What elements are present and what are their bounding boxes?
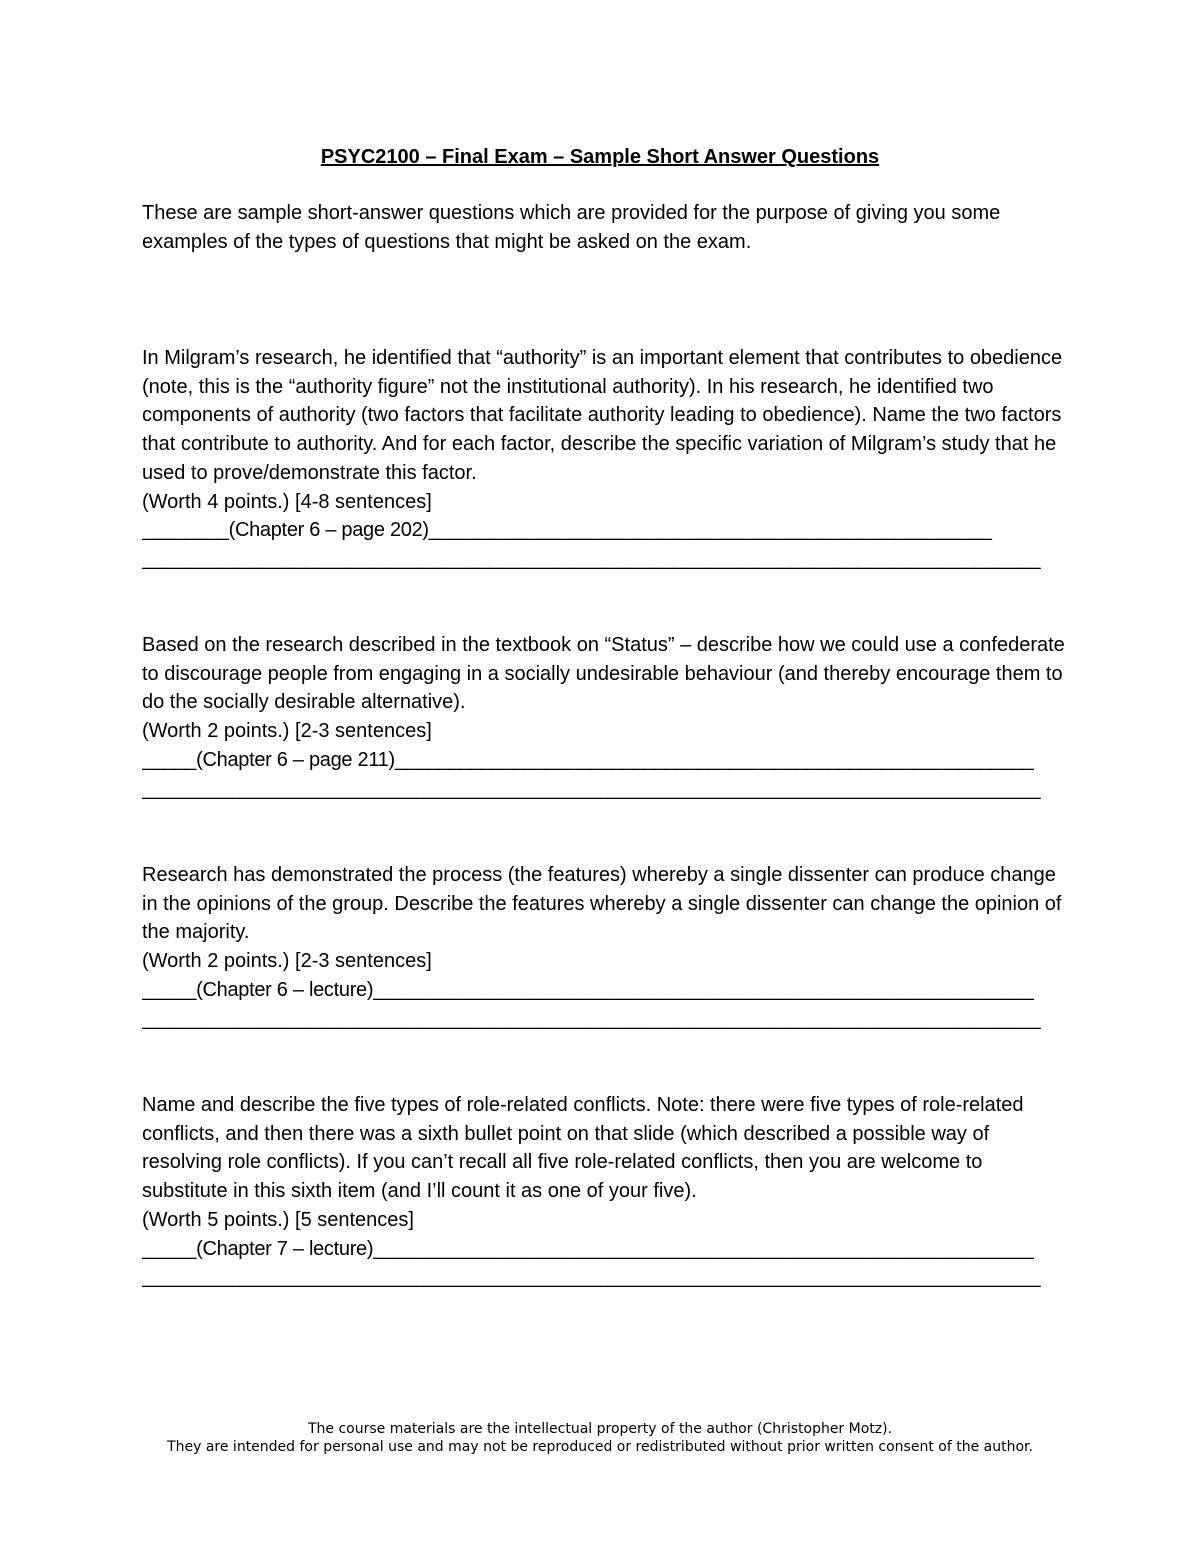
intro-paragraph: These are sample short-answer questions which are provided for the purpose of giving you some examples of the types of questions that might be asked on the exam.: [142, 202, 1001, 253]
answer-blank-line: ___________________________________________________________________________________: [142, 1007, 1041, 1030]
question-text: In Milgram’s research, he identified that “authority” is an important element that contributes to obedience (note, this is the “authority figure” not the institutional authority). In his research, he identified two components of authority (two factors that facilitate authority leading to obedience). Name the two factors that contribute to authority. And for each factor, describe the specific variation of Milgram’s study that he used to prove/demonstrate this factor.: [142, 347, 1063, 484]
question-text: Based on the research described in the textbook on “Status” – describe how we could use a confederate to discourage people from engaging in a socially undesirable behaviour (and thereby encourage them to do the socially desirable alternative).: [142, 634, 1065, 714]
answer-reference-line: _____(Chapter 6 – page 211)___________________________________________________________: [142, 748, 1034, 771]
footer-line-1: The course materials are the intellectual property of the author (Christopher Motz).: [307, 1421, 893, 1437]
page-title: PSYC2100 – Final Exam – Sample Short Answer Questions: [320, 146, 880, 168]
question-3: [142, 861, 1072, 1033]
question-1: [142, 344, 1072, 574]
question-4: [142, 1091, 1072, 1292]
answer-blank-line: ___________________________________________________________________________________: [142, 547, 1041, 570]
question-2: [142, 631, 1072, 803]
question-text: Research has demonstrated the process (the features) whereby a single dissenter can produce change in the opinions of the group. Describe the features whereby a single dissenter can change the opinion of the majority.: [142, 864, 1062, 944]
answer-reference-line: _____(Chapter 7 – lecture)_____________________________________________________________: [142, 1237, 1034, 1260]
footer-line-2: They are intended for personal use and may not be reproduced or redistributed without prior written consent of the author.: [167, 1439, 1033, 1455]
answer-reference-line: ________(Chapter 6 – page 202)____________________________________________________: [142, 519, 992, 542]
question-worth: (Worth 4 points.) [4-8 sentences]: [142, 490, 432, 513]
question-worth: (Worth 2 points.) [2-3 sentences]: [142, 950, 432, 973]
question-text: Name and describe the five types of role-related conflicts. Note: there were five types of role-related conflicts, and then there was a sixth bullet point on that slide (which described a possible way of resolving role conflicts). If you can’t recall all five role-related conflicts, then you are welcome to substitute in this sixth item (and I’ll count it as one of your five).: [142, 1094, 1024, 1203]
answer-blank-line: ___________________________________________________________________________________: [142, 1266, 1041, 1289]
answer-blank-line: ___________________________________________________________________________________: [142, 777, 1041, 800]
question-worth: (Worth 5 points.) [5 sentences]: [142, 1208, 414, 1231]
question-worth: (Worth 2 points.) [2-3 sentences]: [142, 720, 432, 743]
answer-reference-line: _____(Chapter 6 – lecture)_____________________________________________________________: [142, 978, 1034, 1001]
copyright-footer: [0, 1420, 1200, 1456]
